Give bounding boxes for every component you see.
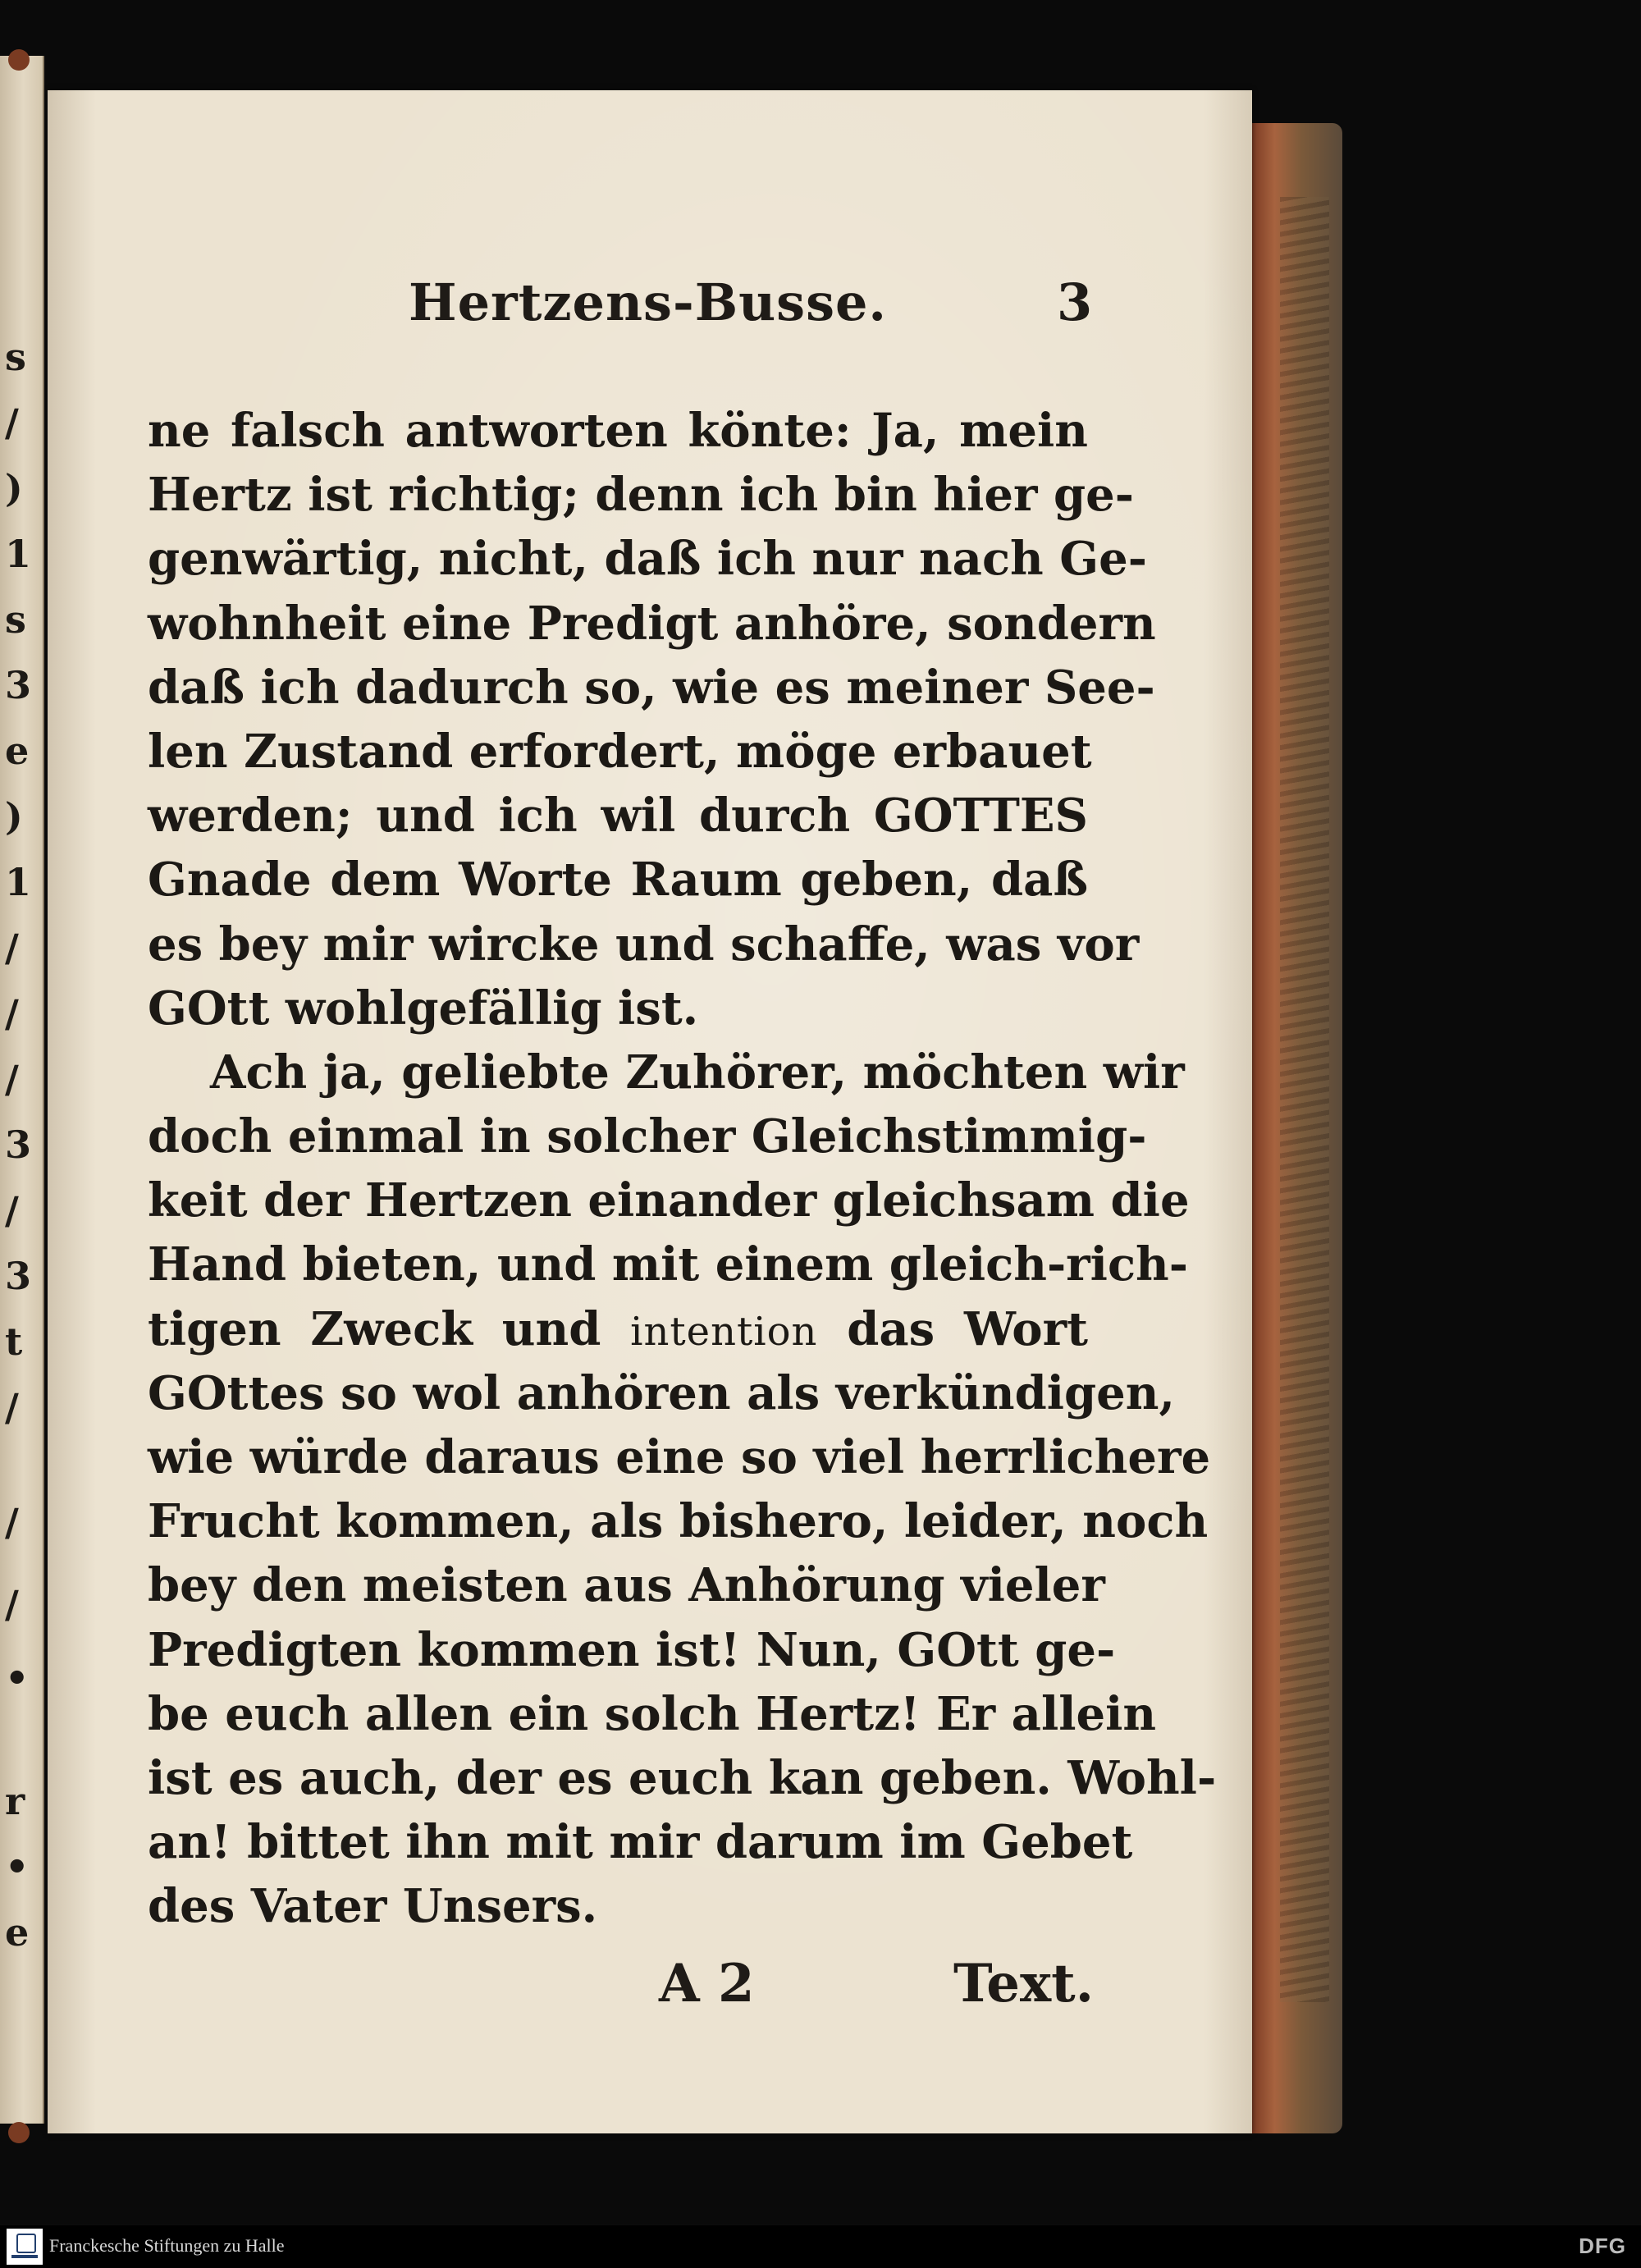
logo-bar bbox=[11, 2255, 38, 2258]
text-line-mixed bbox=[148, 1297, 1088, 1361]
left-page-glyph: s bbox=[5, 597, 26, 642]
institution-logo-icon bbox=[7, 2229, 43, 2265]
text-line: des Vater Unsers. bbox=[148, 1879, 598, 1934]
body-text bbox=[148, 399, 1217, 1939]
text-line: daß ich dadurch so, wie es meiner See- bbox=[148, 660, 1155, 715]
text-line: werden; und ich wil durch GOTTES bbox=[148, 789, 1088, 844]
text-line: ist es auch, der es euch kan geben. Wohl- bbox=[148, 1750, 1217, 1805]
binding-mark bbox=[8, 2122, 30, 2143]
dfg-logo: DFG bbox=[1579, 2234, 1626, 2258]
text-line: Ach ja, geliebte Zuhörer, möchten wir bbox=[210, 1045, 1185, 1100]
left-page-glyph: s bbox=[5, 335, 26, 379]
left-page-glyph: ) bbox=[5, 794, 23, 839]
text-line: Frucht kommen, als bishero, leider, noch bbox=[148, 1494, 1209, 1549]
left-page-glyph: / bbox=[5, 1188, 19, 1232]
text-line: GOttes so wol anhören als verkündigen, bbox=[148, 1365, 1176, 1420]
text-line: doch einmal in solcher Gleichstimmig- bbox=[148, 1109, 1147, 1164]
text-line: Predigten kommen ist! Nun, GOtt ge- bbox=[148, 1622, 1116, 1677]
text-line: wie würde daraus eine so viel herrlichere bbox=[148, 1430, 1211, 1484]
left-page-glyph: e bbox=[5, 1910, 30, 1955]
text-segment: tigen Zweck und bbox=[148, 1301, 631, 1356]
left-page-glyph: / bbox=[5, 926, 19, 970]
left-page-glyph: / bbox=[5, 991, 19, 1036]
running-head: Hertzens-Busse. bbox=[409, 272, 888, 332]
left-page-glyph: 1 bbox=[5, 532, 32, 576]
text-line: es bey mir wircke und schaffe, was vor bbox=[148, 917, 1140, 972]
text-line: GOtt wohlgefällig ist. bbox=[148, 981, 699, 1036]
left-page-glyph: 1 bbox=[5, 860, 32, 904]
text-line: Hand bieten, und mit einem gleich-rich- bbox=[148, 1237, 1189, 1292]
logo-mark bbox=[16, 2234, 36, 2253]
left-page-glyph: t bbox=[5, 1319, 23, 1364]
left-page-glyph: r bbox=[5, 1779, 25, 1823]
book-page bbox=[48, 90, 1252, 2133]
text-line: an! bittet ihn mit mir darum im Gebet bbox=[148, 1815, 1133, 1870]
text-line: genwärtig, nicht, daß ich nur nach Ge- bbox=[148, 532, 1147, 587]
viewer-footer bbox=[0, 2225, 1641, 2268]
signature-mark: A 2 bbox=[659, 1953, 755, 2014]
page-number: 3 bbox=[1057, 272, 1093, 332]
left-page-glyph: • bbox=[5, 1656, 30, 1700]
left-page-glyph: ) bbox=[5, 466, 23, 510]
left-page-glyph: / bbox=[5, 1500, 19, 1544]
institution-name: Franckesche Stiftungen zu Halle bbox=[49, 2235, 285, 2256]
left-page-fragment bbox=[0, 56, 44, 2124]
cover-texture bbox=[1280, 197, 1329, 2002]
catchword: Text. bbox=[953, 1953, 1094, 2014]
text-line: wohnheit eine Predigt anhöre, sondern bbox=[148, 596, 1156, 651]
left-page-glyph: / bbox=[5, 1582, 19, 1626]
left-page-glyph: e bbox=[5, 729, 30, 773]
text-line: be euch allen ein solch Hertz! Er allein bbox=[148, 1686, 1157, 1741]
left-page-glyph: / bbox=[5, 400, 19, 445]
left-page-glyph: 3 bbox=[5, 663, 32, 707]
text-line: len Zustand erfordert, möge erbauet bbox=[148, 724, 1092, 779]
text-line: Hertz ist richtig; denn ich bin hier ge- bbox=[148, 468, 1135, 523]
left-page-glyph: 3 bbox=[5, 1123, 32, 1167]
binding-mark bbox=[8, 49, 30, 71]
text-line: Gnade dem Worte Raum geben, daß bbox=[148, 853, 1088, 908]
latin-word: intention bbox=[630, 1308, 818, 1355]
left-page-glyph: / bbox=[5, 1385, 19, 1429]
text-segment: das Wort bbox=[817, 1301, 1088, 1356]
text-line: bey den meisten aus Anhörung vieler bbox=[148, 1558, 1105, 1613]
left-page-glyph: / bbox=[5, 1057, 19, 1101]
left-page-glyph: 3 bbox=[5, 1254, 32, 1298]
text-line: ne falsch antworten könte: Ja, mein bbox=[148, 404, 1088, 458]
left-page-glyph: • bbox=[5, 1845, 30, 1889]
text-line: keit der Hertzen einander gleichsam die bbox=[148, 1173, 1190, 1228]
